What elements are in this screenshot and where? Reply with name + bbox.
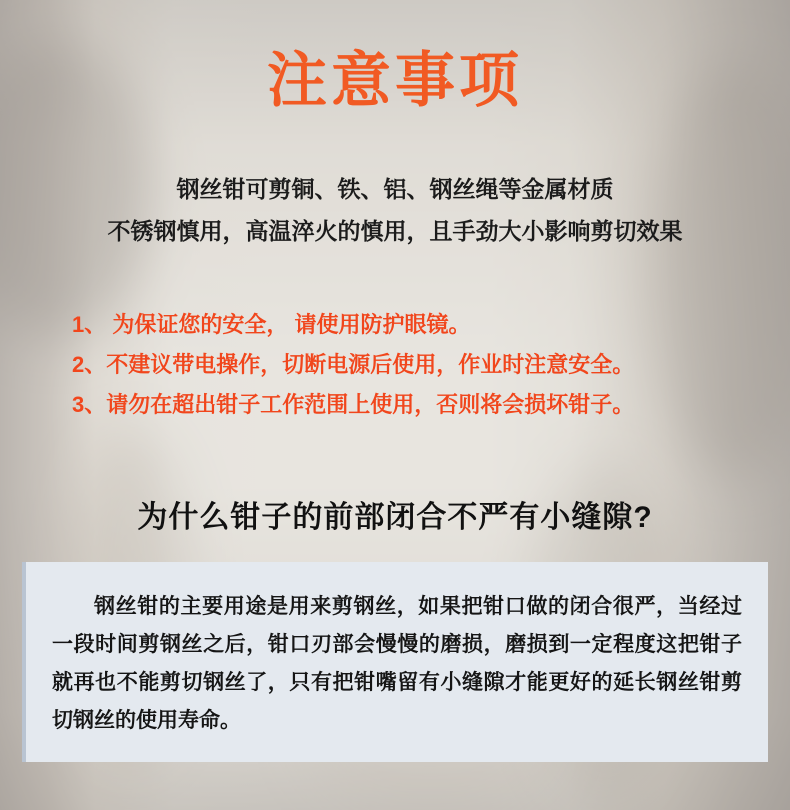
warning-list [72,305,772,425]
warning-item-3: 3、请勿在超出钳子工作范围上使用，否则将会损坏钳子。 [72,392,635,417]
warning-item-2: 2、不建议带电操作，切断电源后使用，作业时注意安全。 [72,352,635,377]
page-title: 注意事项 [267,47,523,114]
faq-answer-panel [22,562,768,762]
faq-answer-text: 钢丝钳的主要用途是用来剪钢丝，如果把钳口做的闭合很严，当经过一段时间剪钢丝之后，钳口刃部会慢慢的磨损，磨损到一定程度这把钳子就再也不能剪切钢丝了，只有把钳嘴留有小缝隙才能更好的延长钢丝钳剪切钢丝的使用寿命。 [52,595,742,732]
intro-line-2: 不锈钢慎用，高温淬火的慎用，且手劲大小影响剪切效果 [107,218,683,244]
intro-line-1: 钢丝钳可剪铜、铁、铝、钢丝绳等金属材质 [176,176,614,202]
warning-item-1: 1、 为保证您的安全， 请使用防护眼镜。 [72,312,471,337]
faq-question: 为什么钳子的前部闭合不严有小缝隙? [137,501,653,534]
intro-block [0,168,790,252]
